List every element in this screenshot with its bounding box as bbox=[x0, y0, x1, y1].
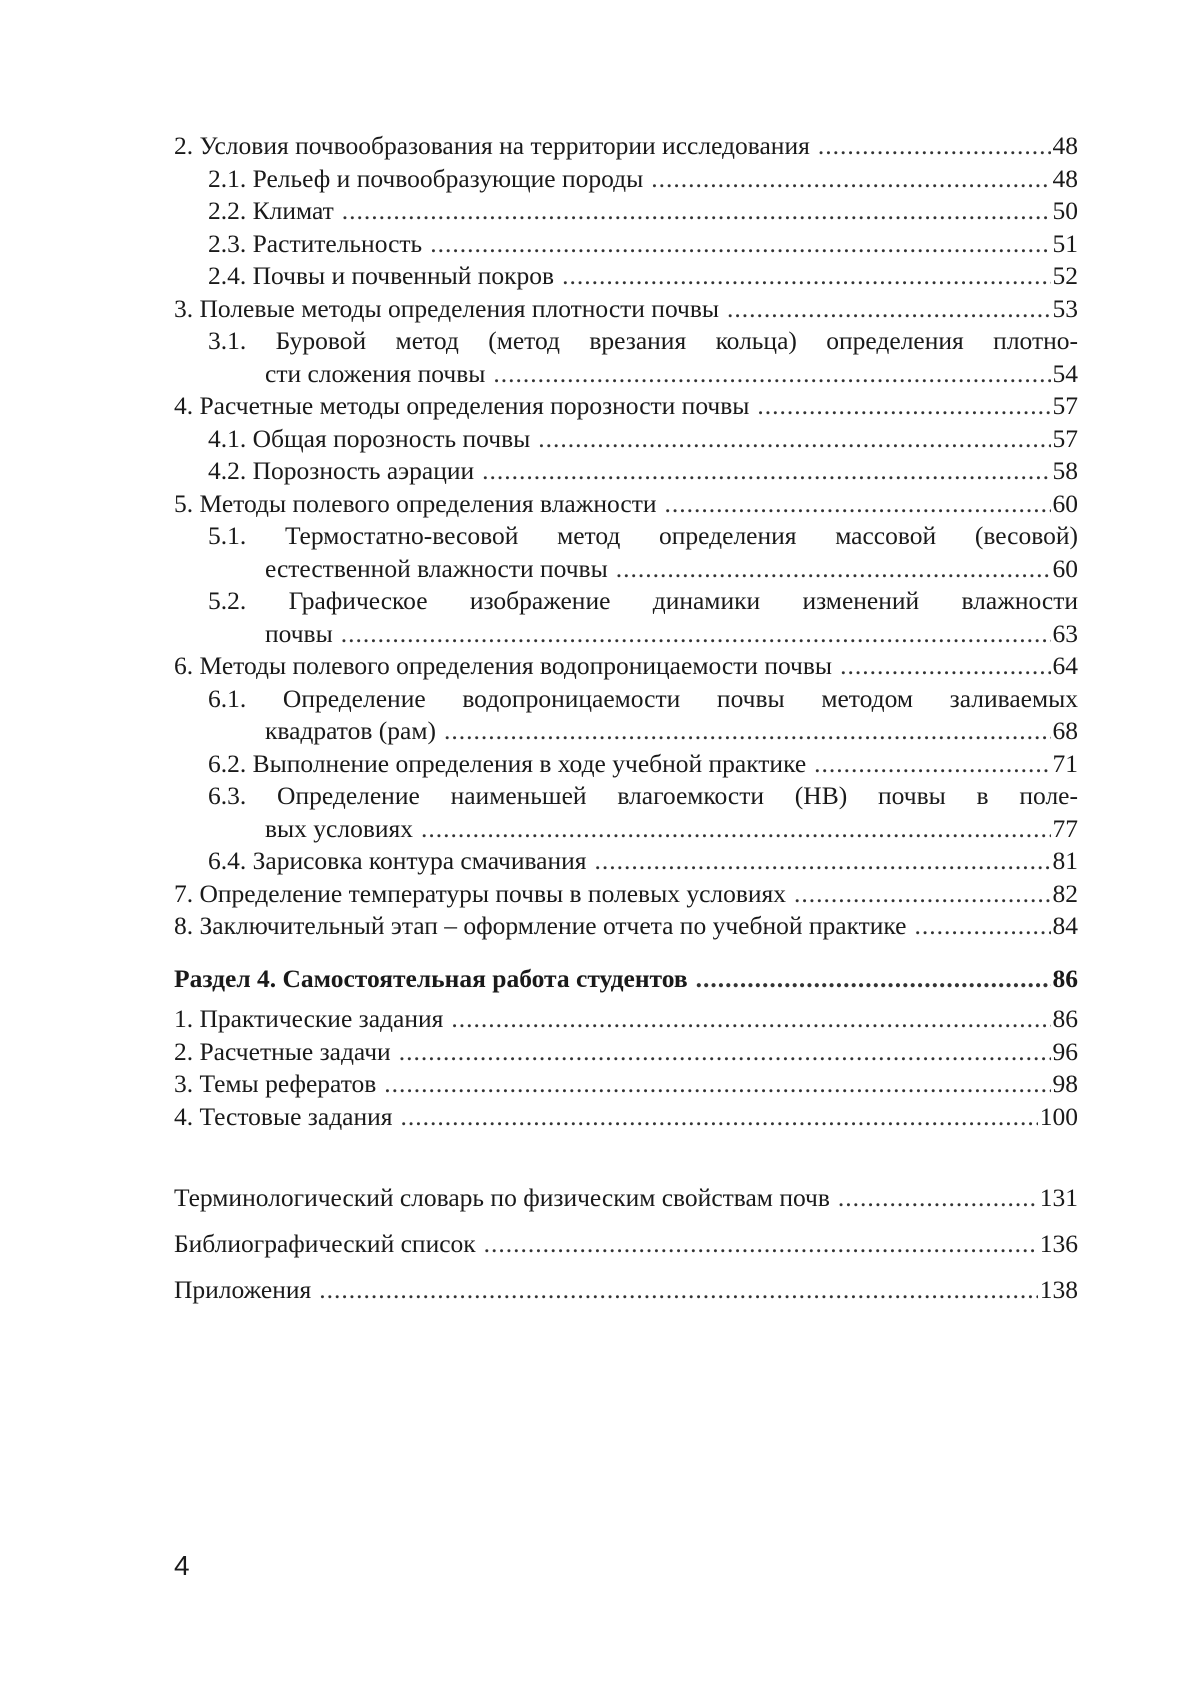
toc-entry bbox=[174, 163, 1078, 196]
toc-entry-label: вых условиях bbox=[265, 813, 414, 843]
dot-leader bbox=[451, 1003, 1050, 1036]
toc-entry-page: 50 bbox=[1052, 196, 1078, 225]
toc-entry-page: 48 bbox=[1052, 131, 1078, 160]
dot-leader bbox=[818, 130, 1051, 163]
toc-entry-page: 81 bbox=[1052, 846, 1078, 875]
dot-leader bbox=[915, 910, 1051, 943]
toc-entry bbox=[174, 1036, 1078, 1069]
toc-back-matter-entry bbox=[174, 1221, 1078, 1267]
toc-entry-label: почвы bbox=[265, 618, 333, 648]
dot-leader bbox=[484, 1221, 1038, 1267]
toc-entry-page: 77 bbox=[1052, 813, 1078, 843]
toc-entry bbox=[174, 358, 1078, 391]
toc-entry-label: 6.4. Зарисовка контура смачивания bbox=[208, 846, 587, 875]
dot-leader bbox=[838, 1175, 1038, 1221]
toc-back-matter-entry bbox=[174, 1267, 1078, 1313]
toc-back-matter-entry bbox=[174, 1175, 1078, 1221]
dot-leader bbox=[538, 423, 1050, 456]
toc-entry-page: 136 bbox=[1039, 1229, 1078, 1258]
toc-entry-page: 86 bbox=[1052, 1004, 1078, 1033]
toc-entry-label: 2.3. Растительность bbox=[208, 228, 423, 258]
toc-entry bbox=[174, 293, 1078, 326]
toc-entry-page: 84 bbox=[1052, 911, 1078, 940]
dot-leader bbox=[595, 845, 1051, 878]
toc-entry bbox=[174, 813, 1078, 846]
toc-entry-first-line: 6.1. Определение водопроницаемости почвы методом заливаемых bbox=[208, 683, 1078, 713]
toc-entry-page: 57 bbox=[1052, 423, 1078, 453]
toc-section-page: 86 bbox=[1052, 963, 1078, 993]
toc-entry-label: 1. Практические задания bbox=[174, 1004, 444, 1033]
toc-entry-page: 96 bbox=[1052, 1036, 1078, 1066]
toc-entry-label: сти сложения почвы bbox=[265, 358, 486, 388]
dot-leader bbox=[401, 1101, 1038, 1134]
toc-section-heading bbox=[174, 963, 1078, 996]
toc-entry-page: 52 bbox=[1052, 261, 1078, 290]
toc-entry bbox=[174, 650, 1078, 683]
toc-entry bbox=[174, 228, 1078, 261]
dot-leader bbox=[341, 618, 1051, 651]
toc-entry bbox=[174, 910, 1078, 943]
dot-leader bbox=[342, 195, 1051, 228]
toc-entry-page: 63 bbox=[1052, 618, 1078, 648]
toc-entry-page: 71 bbox=[1052, 748, 1078, 778]
toc-entry-page: 100 bbox=[1039, 1101, 1078, 1131]
toc-entry-page: 58 bbox=[1052, 456, 1078, 485]
toc-entry-first-line: 3.1. Буровой метод (метод врезания кольца) определения плотно- bbox=[208, 326, 1078, 355]
spacer bbox=[174, 1133, 1078, 1175]
toc-entry bbox=[174, 618, 1078, 651]
toc-entry-page: 82 bbox=[1052, 878, 1078, 908]
toc-entry-label: 8. Заключительный этап – оформление отчета по учебной практике bbox=[174, 911, 907, 940]
toc-entry-label: Приложения bbox=[174, 1275, 312, 1304]
toc-entry-label: естественной влажности почвы bbox=[265, 553, 608, 583]
toc-entry-label: 5. Методы полевого определения влажности bbox=[174, 488, 657, 518]
dot-leader bbox=[562, 260, 1050, 293]
toc-entry bbox=[174, 260, 1078, 293]
toc-entry-first-line: 6.3. Определение наименьшей влагоемкости (НВ) почвы в поле- bbox=[208, 781, 1078, 810]
dot-leader bbox=[444, 715, 1051, 748]
toc-entry bbox=[174, 748, 1078, 781]
toc-entry bbox=[174, 1003, 1078, 1036]
dot-leader bbox=[482, 455, 1050, 488]
dot-leader bbox=[665, 488, 1051, 521]
toc-entry-label: 3. Полевые методы определения плотности почвы bbox=[174, 293, 720, 323]
toc-entry-label: 2.4. Почвы и почвенный покров bbox=[208, 261, 555, 290]
toc-entry bbox=[174, 423, 1078, 456]
toc-entry-page: 54 bbox=[1052, 358, 1078, 388]
toc-entry-label: 4. Расчетные методы определения порозности почвы bbox=[174, 391, 750, 420]
toc-entry-page: 48 bbox=[1052, 163, 1078, 193]
toc-entry-page: 51 bbox=[1052, 228, 1078, 258]
dot-leader bbox=[616, 553, 1051, 586]
toc-entry-label: 6. Методы полевого определения водопроницаемости почвы bbox=[174, 651, 833, 680]
toc-entry-page: 138 bbox=[1039, 1275, 1078, 1304]
toc-entry-label: Библиографический список bbox=[174, 1229, 476, 1258]
toc-entry bbox=[174, 130, 1078, 163]
toc-entry-label: Терминологический словарь по физическим свойствам почв bbox=[174, 1183, 830, 1212]
toc-entry-label: 4. Тестовые задания bbox=[174, 1101, 393, 1131]
dot-leader bbox=[794, 878, 1050, 911]
toc-entry-label: 2. Условия почвообразования на территории исследования bbox=[174, 131, 810, 160]
toc-entry-page: 60 bbox=[1052, 488, 1078, 518]
toc-entry-page: 57 bbox=[1052, 391, 1078, 420]
table-of-contents bbox=[174, 130, 1078, 1313]
toc-entry bbox=[174, 553, 1078, 586]
dot-leader bbox=[757, 390, 1050, 423]
toc-entry bbox=[174, 488, 1078, 521]
dot-leader bbox=[384, 1068, 1050, 1101]
toc-entry bbox=[174, 1068, 1078, 1101]
toc-entry bbox=[174, 195, 1078, 228]
dot-leader bbox=[493, 358, 1050, 391]
toc-entry bbox=[174, 390, 1078, 423]
dot-leader bbox=[814, 748, 1050, 781]
toc-entry-first-line: 5.2. Графическое изображение динамики изменений влажности bbox=[208, 586, 1078, 615]
toc-entry-page: 53 bbox=[1052, 293, 1078, 323]
toc-entry-first-line: 5.1. Термостатно-весовой метод определения массовой (весовой) bbox=[208, 521, 1078, 550]
dot-leader bbox=[651, 163, 1050, 196]
toc-entry-page: 68 bbox=[1052, 716, 1078, 745]
toc-entry-label: 4.1. Общая порозность почвы bbox=[208, 423, 531, 453]
dot-leader bbox=[421, 813, 1050, 846]
dot-leader bbox=[319, 1267, 1037, 1313]
dot-leader bbox=[727, 293, 1050, 326]
toc-entry bbox=[174, 845, 1078, 878]
toc-entry-page: 98 bbox=[1052, 1069, 1078, 1098]
toc-entry-label: 2.1. Рельеф и почвообразующие породы bbox=[208, 163, 644, 193]
toc-entry-label: 2.2. Климат bbox=[208, 196, 334, 225]
toc-entry-label: квадратов (рам) bbox=[265, 716, 436, 745]
dot-leader bbox=[430, 228, 1050, 261]
toc-entry bbox=[174, 715, 1078, 748]
toc-entry-label: 2. Расчетные задачи bbox=[174, 1036, 391, 1066]
dot-leader bbox=[399, 1036, 1051, 1069]
toc-entry-label: 4.2. Порозность аэрации bbox=[208, 456, 475, 485]
page-number: 4 bbox=[174, 1550, 190, 1581]
toc-entry bbox=[174, 878, 1078, 911]
toc-entry-page: 131 bbox=[1039, 1183, 1078, 1212]
dot-leader bbox=[696, 963, 1051, 996]
dot-leader bbox=[840, 650, 1050, 683]
toc-entry bbox=[174, 455, 1078, 488]
toc-entry-page: 64 bbox=[1052, 651, 1078, 680]
toc-section-label: Раздел 4. Самостоятельная работа студентов bbox=[174, 963, 688, 993]
toc-entry-label: 3. Темы рефератов bbox=[174, 1069, 377, 1098]
toc-entry-page: 60 bbox=[1052, 553, 1078, 583]
toc-entry-label: 6.2. Выполнение определения в ходе учебной практике bbox=[208, 748, 807, 778]
toc-entry bbox=[174, 1101, 1078, 1134]
toc-entry-label: 7. Определение температуры почвы в полевых условиях bbox=[174, 878, 787, 908]
